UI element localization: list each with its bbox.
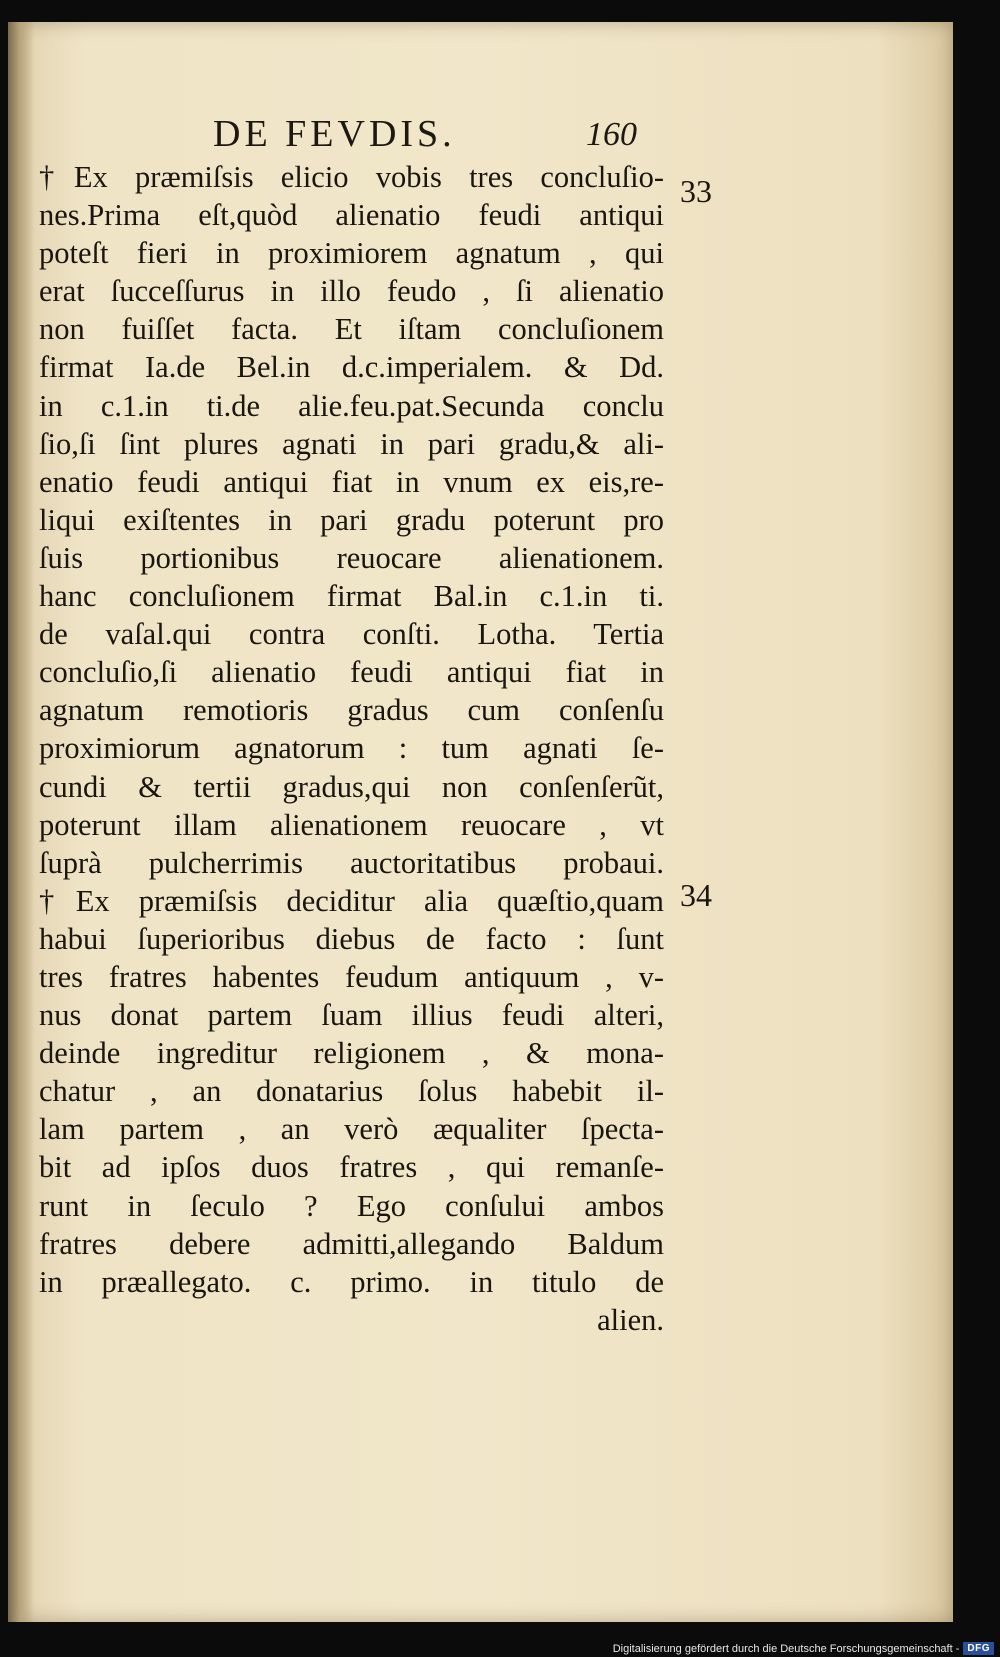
body-text bbox=[39, 158, 664, 1339]
text-line: nes.Prima eſt,quòd alienatio feudi antiqui bbox=[39, 198, 664, 233]
margin-note-number: 34 bbox=[680, 877, 712, 913]
funding-notice: Digitalisierung gefördert durch die Deutsche Forschungsgemeinschaft - bbox=[612, 1642, 960, 1655]
book-page bbox=[8, 22, 953, 1622]
running-head-title: DE FEVDIS. bbox=[213, 113, 456, 155]
text-line: erat ſucceſſurus in illo feudo , ſi alienatio bbox=[39, 274, 664, 309]
page-gutter bbox=[8, 22, 34, 1622]
attribution-footer bbox=[613, 1642, 994, 1655]
dfg-logo: DFG bbox=[963, 1642, 994, 1655]
text-line: concluſio,ſi alienatio feudi antiqui fiat in bbox=[39, 655, 664, 690]
text-line: habui ſuperioribus diebus de facto : ſunt bbox=[39, 921, 664, 956]
text-line: lam partem , an verò æqualiter ſpecta- bbox=[39, 1112, 664, 1147]
text-line: hanc concluſionem firmat Bal.in c.1.in ti. bbox=[39, 579, 664, 614]
text-line: tres fratres habentes feudum antiquum , v- bbox=[39, 959, 664, 994]
text-line: †Ex præmiſsis elicio vobis tres concluſio- bbox=[39, 160, 664, 194]
text-line: poteſt fieri in proximiorem agnatum , qui bbox=[39, 236, 664, 271]
text-line: in præallegato. c. primo. in titulo de bbox=[39, 1264, 664, 1299]
text-line: liqui exiſtentes in pari gradu poterunt pro bbox=[39, 502, 664, 537]
catchword: alien. bbox=[597, 1302, 664, 1337]
text-line: bit ad ipſos duos fratres , qui remanſe- bbox=[39, 1150, 664, 1185]
text-line: ſio,ſi ſint plures agnati in pari gradu,& ali- bbox=[39, 426, 664, 461]
text-line: cundi & tertii gradus,qui non conſenſerũt, bbox=[39, 769, 664, 804]
text-line: de vaſal.qui contra conſti. Lotha. Tertia bbox=[39, 617, 664, 652]
text-line: non fuiſſet facta. Et iſtam concluſionem bbox=[39, 312, 664, 347]
text-line: firmat Ia.de Bel.in d.c.imperialem. & Dd. bbox=[39, 350, 664, 385]
text-line: †Ex præmiſsis deciditur alia quæſtio,quam bbox=[39, 883, 664, 918]
text-line: chatur , an donatarius ſolus habebit il- bbox=[39, 1074, 664, 1109]
text-line: deinde ingreditur religionem , & mona- bbox=[39, 1036, 664, 1071]
text-line: fratres debere admitti,allegando Baldum bbox=[39, 1226, 664, 1261]
text-line: proximiorum agnatorum : tum agnati ſe- bbox=[39, 731, 664, 766]
text-line: runt in ſeculo ? Ego conſului ambos bbox=[39, 1188, 664, 1223]
text-line: nus donat partem ſuam illius feudi alteri, bbox=[39, 998, 664, 1033]
text-line: ſuprà pulcherrimis auctoritatibus probaui. bbox=[39, 845, 664, 880]
text-line: in c.1.in ti.de alie.feu.pat.Secunda conclu bbox=[39, 388, 664, 423]
text-line: agnatum remotioris gradus cum conſenſu bbox=[39, 693, 664, 728]
text-line: poterunt illam alienationem reuocare , vt bbox=[39, 807, 664, 842]
text-line: enatio feudi antiqui fiat in vnum ex eis,re- bbox=[39, 464, 664, 499]
margin-note-number: 33 bbox=[680, 173, 712, 209]
text-line: ſuis portionibus reuocare alienationem. bbox=[39, 540, 664, 575]
page-number: 160 bbox=[586, 116, 637, 153]
